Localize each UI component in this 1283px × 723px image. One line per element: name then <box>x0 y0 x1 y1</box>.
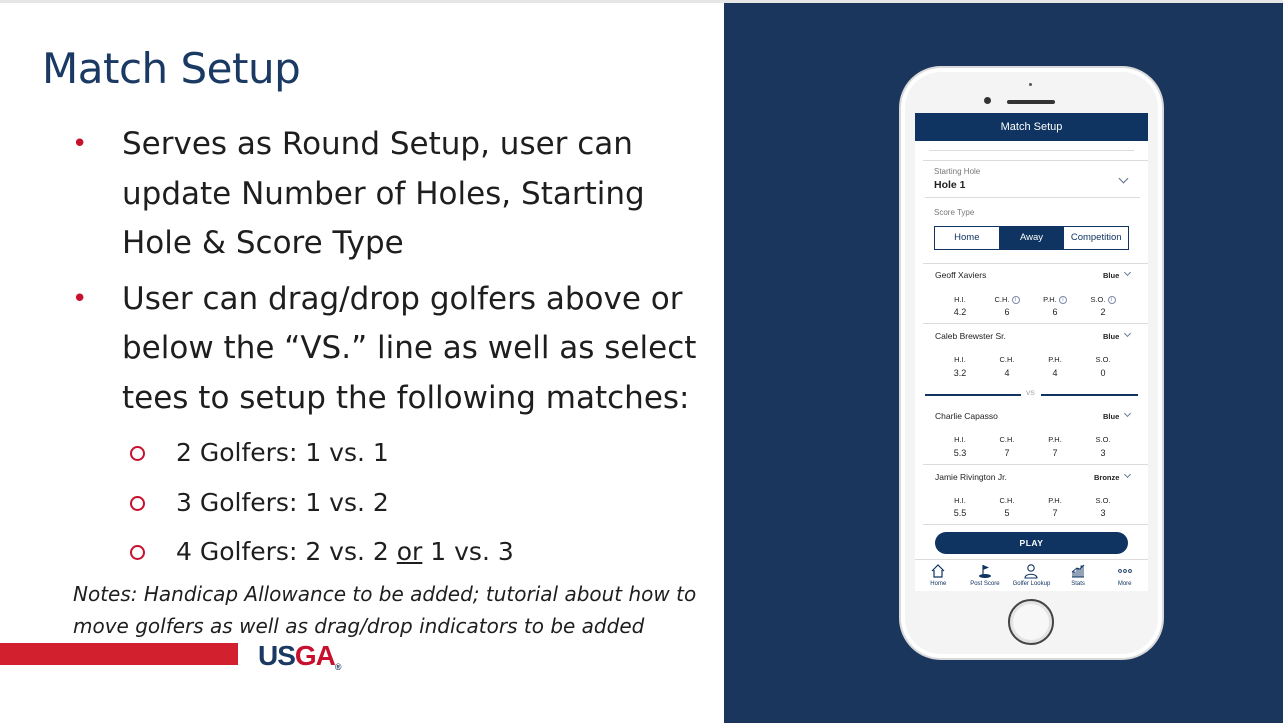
divider <box>923 524 1148 525</box>
stat-value-ch: 4 <box>1004 368 1010 378</box>
stat-value-hi: 3.2 <box>953 368 967 378</box>
score-type-home-button[interactable]: Home <box>935 227 1000 249</box>
sub-bullet-text: 3 Golfers: 1 vs. 2 <box>176 487 389 517</box>
stat-header-hi: H.I. <box>954 496 966 505</box>
tab-label: Post Score <box>970 581 1000 587</box>
phone-speaker <box>1007 100 1055 104</box>
stat-value-ch: 6 <box>1004 307 1010 317</box>
chevron-down-icon[interactable] <box>1124 330 1131 337</box>
tab-stats[interactable] <box>1055 560 1102 591</box>
tee-select[interactable]: Blue <box>1103 332 1120 341</box>
phone-camera-icon <box>984 97 991 104</box>
chevron-down-icon[interactable] <box>1124 269 1131 276</box>
home-icon <box>930 563 946 579</box>
sub-bullet-ring <box>130 545 145 560</box>
stat-header-ch <box>987 295 1027 304</box>
bullet-item <box>72 275 712 424</box>
bottom-tab-bar <box>915 559 1148 591</box>
stat-value-so: 2 <box>1100 307 1106 317</box>
divider <box>923 263 1148 264</box>
tab-post-score[interactable] <box>962 560 1009 591</box>
red-accent-bar <box>0 643 238 665</box>
bullet-text: User can drag/drop golfers above or below the “VS.” line as well as select tees to setup the following matches: <box>122 280 697 416</box>
stat-header-ch: C.H. <box>999 496 1015 505</box>
stat-value-so: 3 <box>1100 448 1106 458</box>
sub-bullet-prefix: 4 Golfers: 2 vs. 2 <box>176 537 397 566</box>
notes-text: Notes: Handicap Allowance to be added; tutorial about how to move golfers as well as drag/drop indicators to be added <box>73 582 697 638</box>
tee-select[interactable]: Blue <box>1103 271 1120 280</box>
vs-label: VS <box>1026 390 1035 397</box>
divider <box>929 150 1134 151</box>
stat-header-ph: P.H. <box>1048 355 1062 364</box>
app-header-title: Match Setup <box>915 113 1148 141</box>
stat-header-hi: H.I. <box>954 295 966 304</box>
sub-bullet-or: or <box>396 537 423 566</box>
stat-header-hi: H.I. <box>954 435 966 444</box>
stat-header-ph <box>1035 295 1075 304</box>
score-type-segmented-control <box>934 226 1129 250</box>
score-type-label: Score Type <box>934 208 975 217</box>
sub-bullet-item <box>130 478 514 528</box>
golf-flag-icon <box>977 563 993 579</box>
stat-header-ph-text: P.H. <box>1043 295 1057 304</box>
stat-header-ph: P.H. <box>1048 435 1062 444</box>
divider <box>923 323 1148 324</box>
play-button[interactable]: PLAY <box>935 532 1128 554</box>
stat-header-so: S.O. <box>1095 496 1111 505</box>
phone-sensor <box>1029 83 1032 86</box>
info-icon[interactable]: i <box>1108 296 1116 304</box>
bullet-item <box>72 120 712 269</box>
stat-value-ch: 5 <box>1004 508 1010 518</box>
vs-divider-left <box>925 394 1021 396</box>
tab-label: Stats <box>1071 581 1085 587</box>
tab-golfer-lookup[interactable] <box>1008 560 1055 591</box>
info-icon[interactable]: i <box>1059 296 1067 304</box>
tab-home[interactable] <box>915 560 962 591</box>
info-icon[interactable]: i <box>1012 296 1020 304</box>
sub-bullet-list <box>130 428 514 577</box>
stat-value-ph: 4 <box>1052 368 1058 378</box>
stat-value-hi: 5.3 <box>953 448 967 458</box>
stat-header-so: S.O. <box>1095 355 1111 364</box>
divider <box>923 160 1148 161</box>
stat-value-hi: 4.2 <box>953 307 967 317</box>
stat-header-so-text: S.O. <box>1090 295 1106 304</box>
stat-value-ph: 7 <box>1052 508 1058 518</box>
vs-divider-right <box>1041 394 1138 396</box>
bullet-dot: • <box>72 129 88 159</box>
phone-screen <box>915 113 1148 591</box>
sub-bullet-item <box>130 428 514 478</box>
stat-header-so <box>1083 295 1123 304</box>
golfer-name: Caleb Brewster Sr. <box>935 331 1006 341</box>
stat-value-ph: 6 <box>1052 307 1058 317</box>
tab-label: Golfer Lookup <box>1012 581 1051 587</box>
more-icon <box>1117 563 1133 579</box>
score-type-away-button[interactable]: Away <box>1000 227 1065 249</box>
bullet-list <box>72 120 712 423</box>
stat-header-ch: C.H. <box>999 435 1015 444</box>
stat-value-hi: 5.5 <box>953 508 967 518</box>
chevron-down-icon[interactable] <box>1124 410 1131 417</box>
chevron-down-icon[interactable] <box>1124 471 1131 478</box>
starting-hole-label: Starting Hole <box>934 167 981 176</box>
logo-us: US <box>258 640 295 671</box>
bullet-dot: • <box>72 283 88 314</box>
stat-header-hi: H.I. <box>954 355 966 364</box>
phone-home-button[interactable] <box>1008 599 1054 645</box>
tab-more[interactable] <box>1101 560 1148 591</box>
sub-bullet-suffix: 1 vs. 3 <box>422 537 514 566</box>
person-icon <box>1023 563 1039 579</box>
divider <box>925 197 1140 198</box>
tab-label: More <box>1117 581 1132 587</box>
stats-icon <box>1070 563 1086 579</box>
stat-value-so: 3 <box>1100 508 1106 518</box>
chevron-down-icon[interactable] <box>1119 174 1129 184</box>
bullet-text: Serves as Round Setup, user can update Number of Holes, Starting Hole & Score Type <box>122 126 645 261</box>
tee-select[interactable]: Blue <box>1103 412 1120 421</box>
stat-header-ch: C.H. <box>999 355 1015 364</box>
golfer-name: Charlie Capasso <box>935 411 998 421</box>
stat-header-ph: P.H. <box>1048 496 1062 505</box>
divider <box>923 464 1148 465</box>
sub-bullet-item <box>130 527 514 577</box>
tab-label: Home <box>930 581 947 587</box>
golfer-name: Geoff Xaviers <box>935 270 987 280</box>
sub-bullet-text: 2 Golfers: 1 vs. 1 <box>176 438 389 467</box>
stat-header-ch-text: C.H. <box>994 295 1010 304</box>
logo-ga: GA <box>294 640 335 671</box>
stat-header-so: S.O. <box>1095 435 1111 444</box>
golfer-name: Jamie Rivington Jr. <box>935 472 1007 482</box>
starting-hole-value: Hole 1 <box>934 179 966 191</box>
tee-select[interactable]: Bronze <box>1094 473 1120 482</box>
stat-value-ph: 7 <box>1052 448 1058 458</box>
stat-value-so: 0 <box>1100 368 1106 378</box>
sub-bullet-ring <box>130 446 145 461</box>
logo-mark: ® <box>334 662 341 672</box>
sub-bullet-ring <box>130 496 145 511</box>
stat-value-ch: 7 <box>1004 448 1010 458</box>
usga-logo <box>258 640 341 672</box>
slide-title: Match Setup <box>42 44 301 93</box>
score-type-competition-button[interactable]: Competition <box>1070 232 1122 243</box>
